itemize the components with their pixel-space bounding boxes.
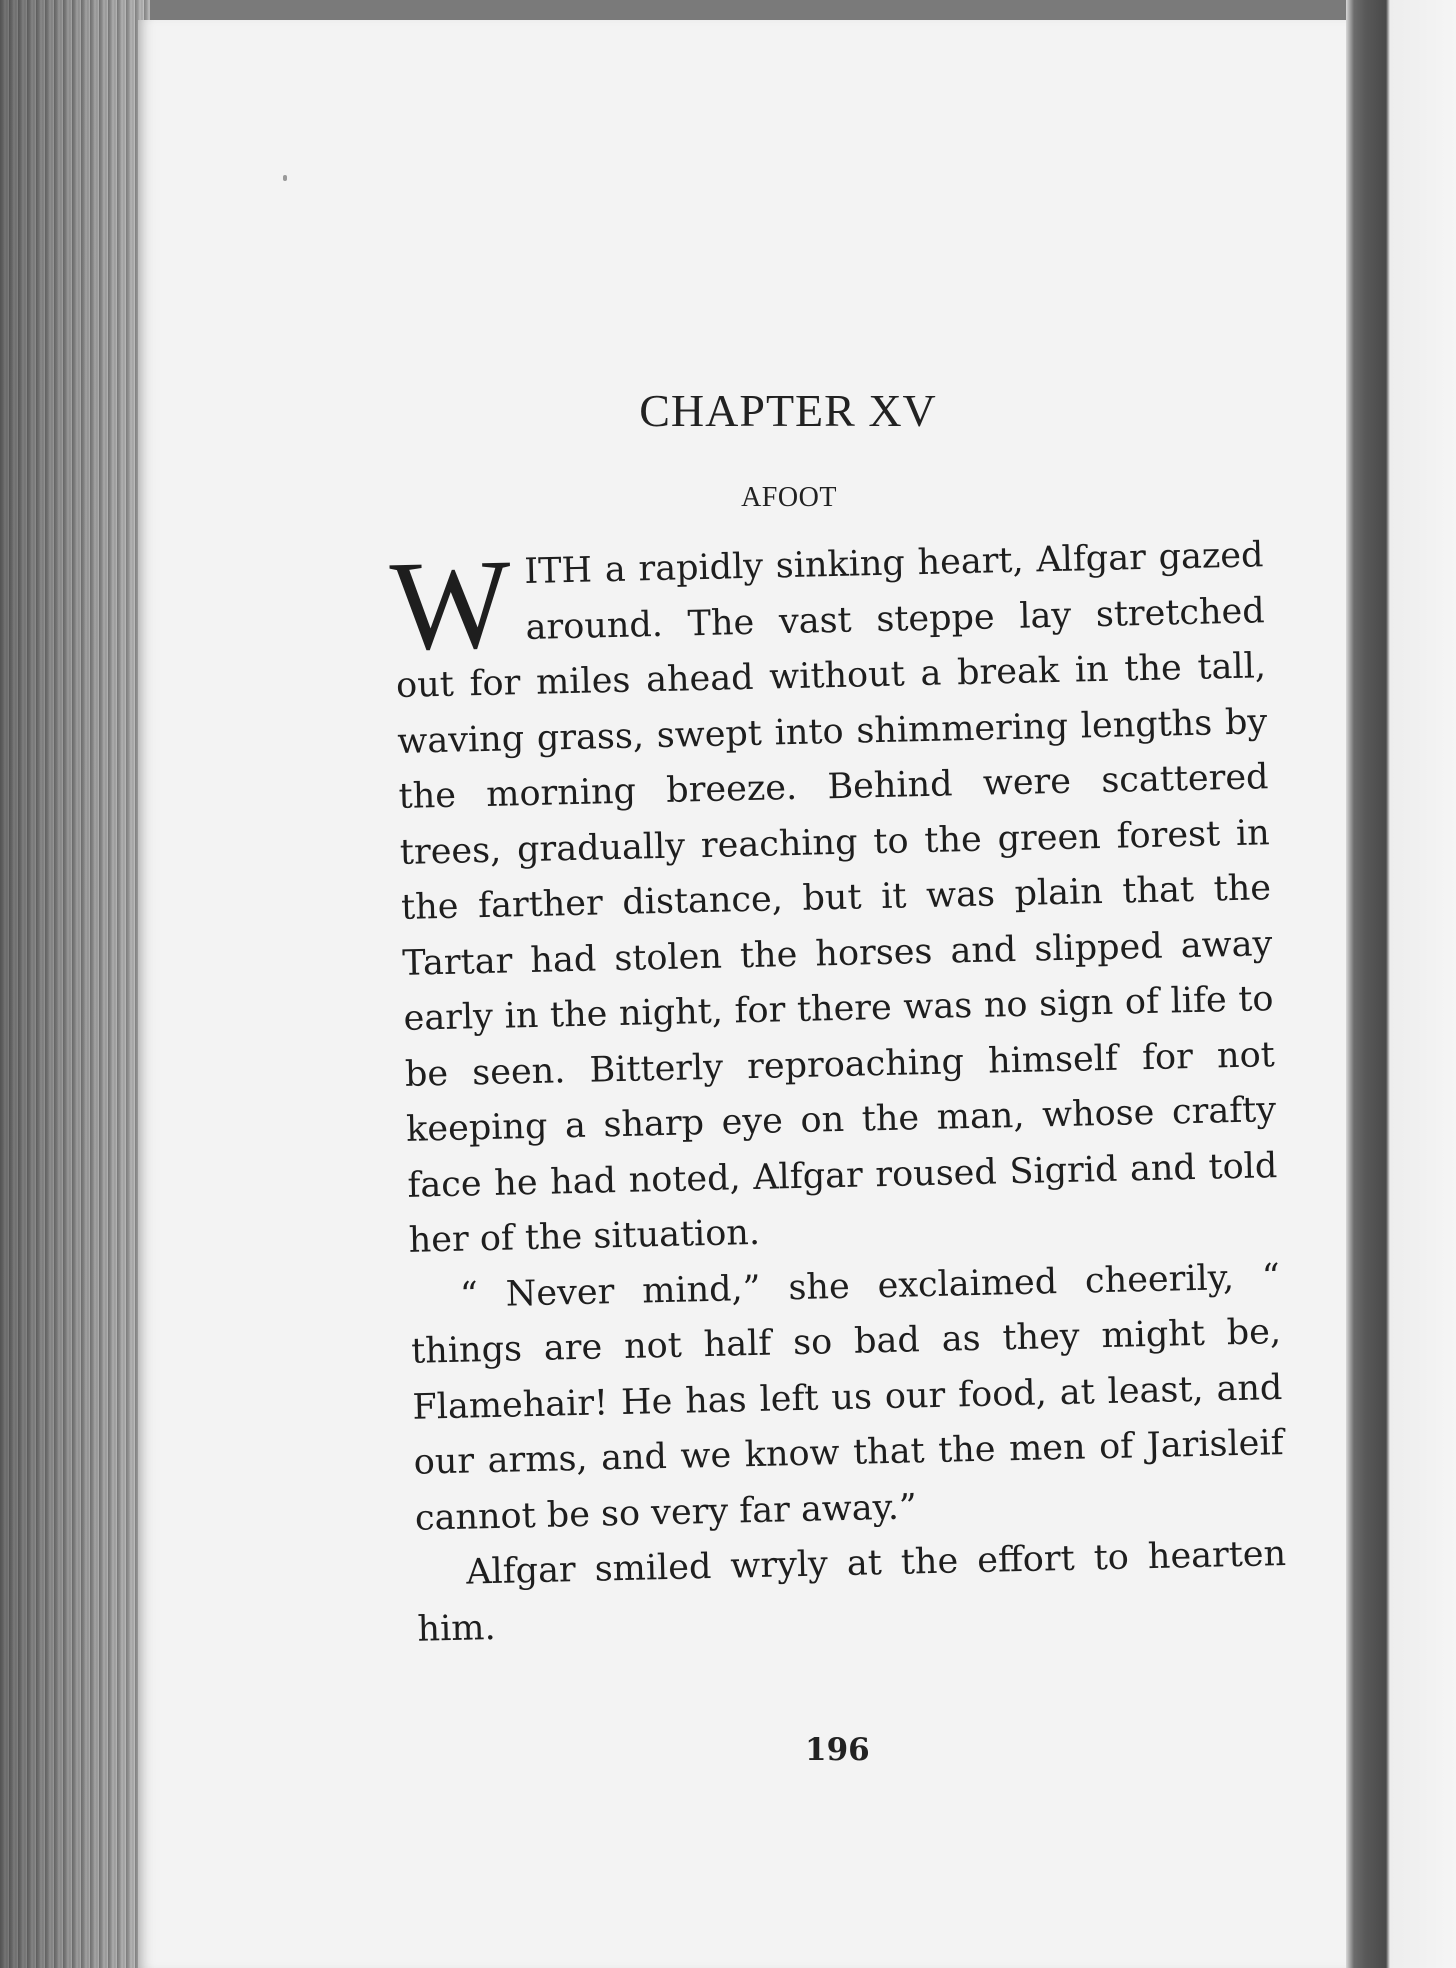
page-stack-edges (0, 0, 150, 1968)
book-gutter (1346, 0, 1456, 1968)
chapter-title: CHAPTER XV (639, 385, 937, 436)
chapter-text (388, 528, 1288, 1657)
page-number: 196 (805, 1732, 870, 1768)
paragraph: Alfgar smiled wryly at the effort to hearten him. (417, 1534, 1287, 1650)
paragraph (388, 528, 1279, 1269)
chapter-subtitle: AFOOT (741, 482, 837, 513)
paragraph: “ Never mind,” she exclaimed cheerily, “ things are not half so bad as they might be, Flamehair! He has left us our food, at least, and our arms, and we know that the men of Jarisleif cannot be so very far away.” (410, 1256, 1284, 1539)
drop-cap: W (388, 532, 513, 678)
paragraph-text: ITH a rapidly sinking heart, Alfgar gazed around. The vast steppe lay stretched out for miles ahead without a break in the tall, waving grass, swept into shimmering lengths by the morning breeze. Behind were scattered trees, gradually reaching to the green forest in the farther distance, but it was plain that the Tartar had stolen the horses and slipped away early in the night, for there was no sign of life to be seen. Bitterly reproaching himself for not keeping a sharp eye on the man, whose crafty face he had noted, Alfgar roused Sigrid and told her of the situation. (395, 535, 1278, 1261)
paper-speck (283, 175, 287, 181)
